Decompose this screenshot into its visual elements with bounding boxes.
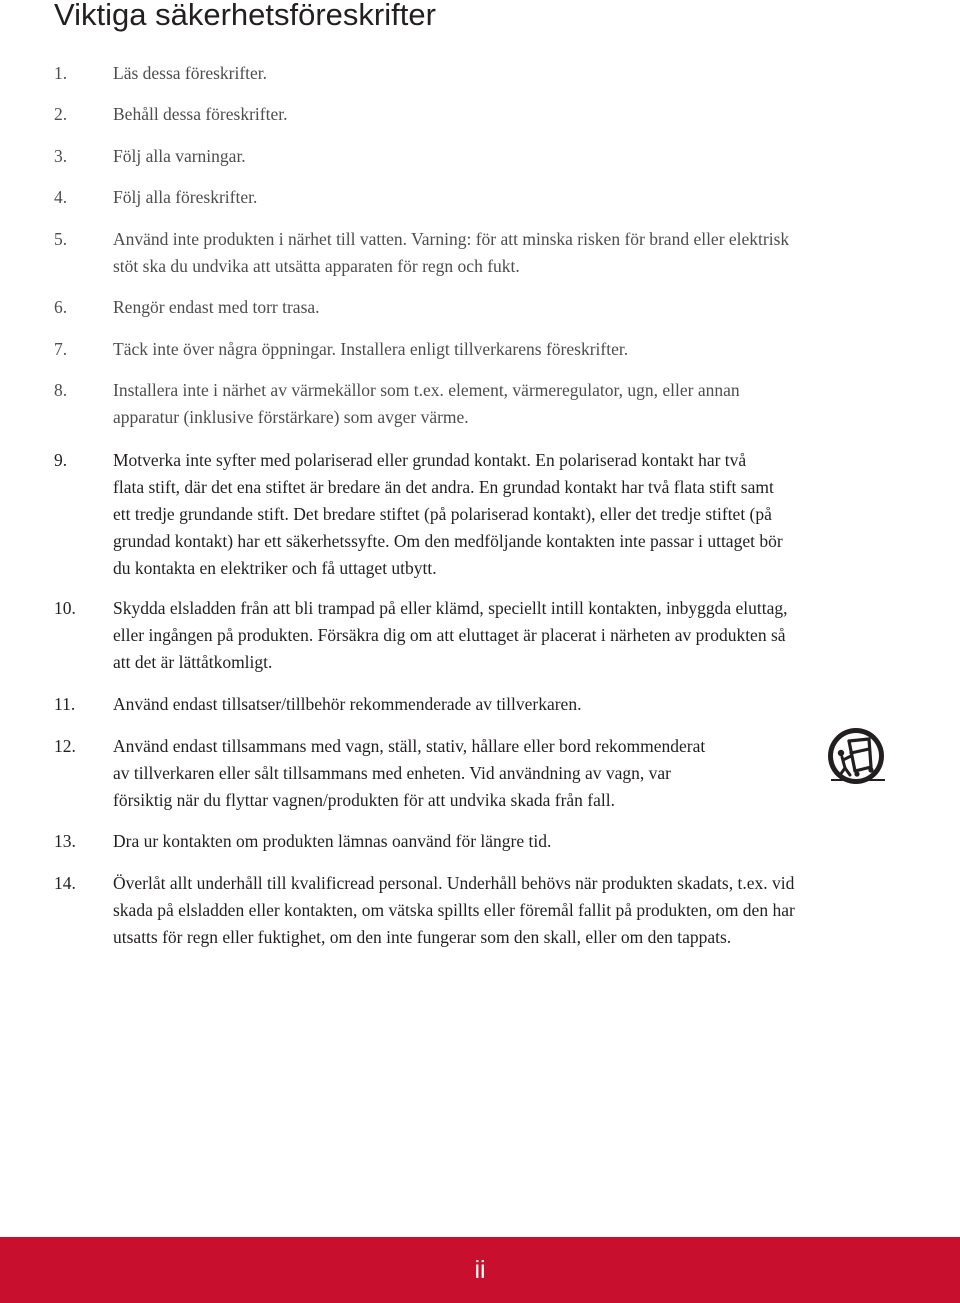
item-text: Använd endast tillsatser/tillbehör rekommenderade av tillverkaren.: [113, 694, 582, 714]
item-text: Skydda elsladden från att bli trampad på eller klämd, speciellt intill kontakten, inbyggda eluttag, eller ingången på produkten. Försäkra dig om att eluttaget är placerat i närheten av produkten så att det är lättåtkomligt.: [113, 598, 788, 672]
item-number: 10.: [54, 598, 76, 618]
item-number: 4.: [54, 187, 68, 207]
item-number: 1.: [54, 63, 68, 83]
item-text: Motverka inte syfter med polariserad eller grundad kontakt. En polariserad kontakt har två flata stift, där det ena stiftet är bredare än det andra. En grundad kontakt har två flata stift samt ett tredje grundande stift. Det bredare stiftet (på polariserad kontakt), eller det tredje stiftet (på grundad kontakt) har ett säkerhetssyfte. Om den medföljande kontakten inte passar i uttaget bör du kontakta en elektriker och få uttaget utbytt.: [113, 450, 783, 578]
item-number: 13.: [54, 831, 76, 851]
item-text: Använd inte produkten i närhet till vatten. Varning: för att minska risken för brand eller elektrisk stöt ska du undvika att utsätta apparaten för regn och fukt.: [113, 229, 790, 276]
item-number: 11.: [54, 694, 76, 714]
item-text: Använd endast tillsammans med vagn, ställ, stativ, hållare eller bord rekommenderat av tillverkaren eller sålt tillsammans med enheten. Vid användning av vagn, var försiktig när du flyttar vagnen/produkten för att undvika skada från fall.: [113, 736, 706, 810]
item-number: 6.: [54, 297, 68, 317]
item-number: 8.: [54, 380, 68, 400]
item-text: Installera inte i närhet av värmekällor som t.ex. element, värmeregulator, ugn, eller annan apparatur (inklusive förstärkare) som avger värme.: [113, 380, 740, 427]
item-text: Överlåt allt underhåll till kvalificread personal. Underhåll behövs när produkten skadats, t.ex. vid skada på elsladden eller kontakten, om vätska spillts eller föremål fallit på produkten, om den har utsatts för regn eller fuktighet, om den inte fungerar som den skall, eller om den tappats.: [113, 873, 795, 947]
item-number: 7.: [54, 339, 68, 359]
item-number: 2.: [54, 104, 68, 124]
item-text: Rengör endast med torr trasa.: [113, 297, 320, 317]
item-text: Behåll dessa föreskrifter.: [113, 104, 288, 124]
item-number: 9.: [54, 450, 68, 470]
page-number: ii: [474, 1256, 486, 1284]
item-text: Följ alla föreskrifter.: [113, 187, 258, 207]
cart-tip-over-warning-icon: [825, 727, 887, 789]
item-number: 14.: [54, 873, 76, 893]
item-number: 3.: [54, 146, 68, 166]
item-text: Läs dessa föreskrifter.: [113, 63, 268, 83]
item-number: 5.: [54, 229, 68, 249]
item-text: Dra ur kontakten om produkten lämnas oanvänd för längre tid.: [113, 831, 552, 851]
item-number: 12.: [54, 736, 76, 756]
footer-bar: [0, 1237, 960, 1303]
item-text: Följ alla varningar.: [113, 146, 246, 166]
item-text: Täck inte över några öppningar. Installera enligt tillverkarens föreskrifter.: [113, 339, 629, 359]
page-title: Viktiga säkerhetsföreskrifter: [54, 0, 436, 32]
